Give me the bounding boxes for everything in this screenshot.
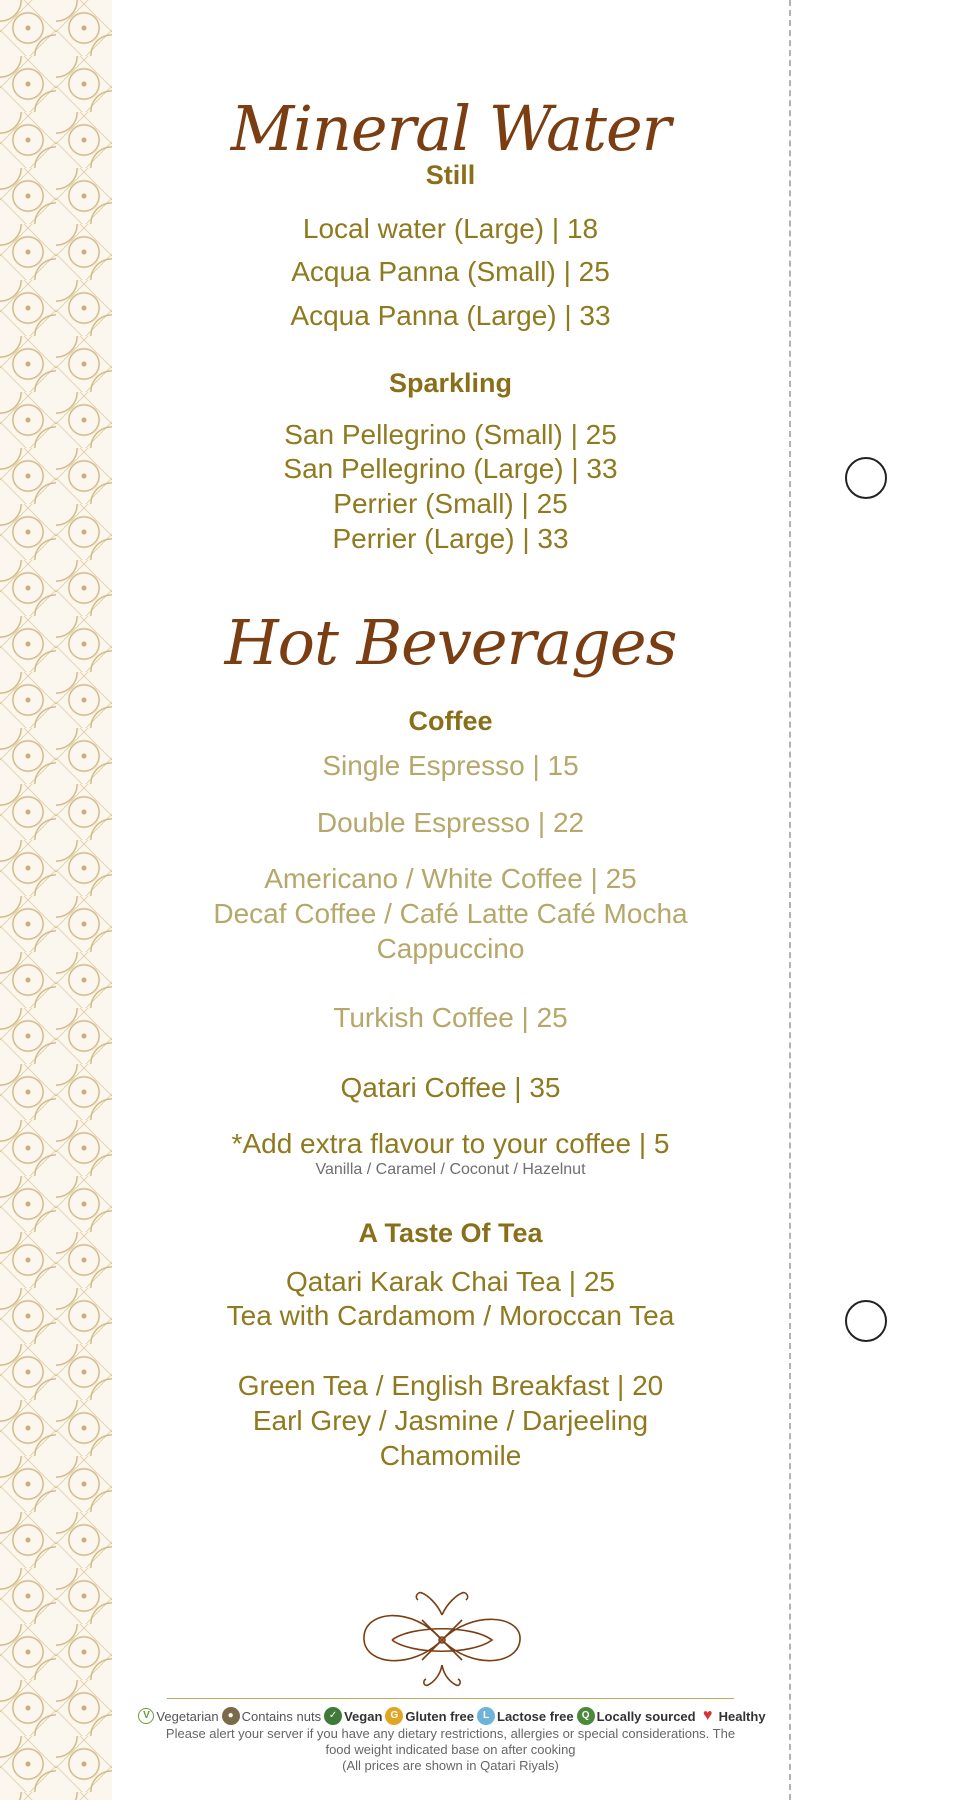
currency-notice: (All prices are shown in Qatari Riyals) [342, 1758, 559, 1773]
gluten-free-icon: G [385, 1707, 403, 1725]
flourish-ornament [352, 1585, 532, 1695]
allergy-notice: Please alert your server if you have any dietary restrictions, allergies or special considerations. The [165, 1726, 736, 1741]
ornamental-border [0, 0, 112, 1800]
dietary-legend [122, 1704, 782, 1728]
heart-icon: ♥ [699, 1707, 717, 1725]
menu-item: Qatari Karak Chai Tea | 25 [286, 1266, 615, 1297]
menu-item: Acqua Panna (Small) | 25 [291, 256, 610, 287]
subheading-still: Still [425, 160, 476, 190]
menu-item: Double Espresso | 22 [316, 807, 585, 838]
subheading-coffee: Coffee [408, 706, 493, 736]
menu-item: Qatari Coffee | 35 [340, 1072, 561, 1103]
menu-item: *Add extra flavour to your coffee | 5 [231, 1128, 670, 1159]
menu-item: Decaf Coffee / Café Latte Café Mocha [213, 898, 688, 929]
binder-hole-bottom [845, 1300, 887, 1342]
subheading-tea: A Taste Of Tea [358, 1218, 543, 1248]
locally-sourced-icon: Q [577, 1707, 595, 1725]
lactose-free-icon: L [477, 1707, 495, 1725]
binder-hole-top [845, 457, 887, 499]
legend-nuts: ● Contains nuts [222, 1707, 322, 1725]
subheading-sparkling: Sparkling [388, 368, 513, 398]
legend-lactose-free: L Lactose free [477, 1707, 574, 1725]
footer-divider [167, 1698, 734, 1699]
menu-item: Chamomile [379, 1440, 522, 1471]
legend-gluten-free: G Gluten free [385, 1707, 474, 1725]
menu-item: Tea with Cardamom / Moroccan Tea [226, 1300, 675, 1331]
section-title-mineral-water: Mineral Water [230, 92, 671, 165]
menu-item: San Pellegrino (Small) | 25 [284, 419, 617, 450]
vegan-icon: ✓ [324, 1707, 342, 1725]
legend-healthy: ♥ Healthy [699, 1707, 766, 1725]
menu-item: Perrier (Large) | 33 [332, 523, 569, 554]
menu-item: Green Tea / English Breakfast | 20 [237, 1370, 664, 1401]
menu-item: Turkish Coffee | 25 [333, 1002, 568, 1033]
menu-item: San Pellegrino (Large) | 33 [283, 453, 618, 484]
legend-locally-sourced: Q Locally sourced [577, 1707, 696, 1725]
section-title-hot-beverages: Hot Beverages [224, 606, 677, 679]
weight-notice: food weight indicated base on after cooking [325, 1742, 576, 1757]
perforation-line [789, 0, 791, 1800]
menu-item: Acqua Panna (Large) | 33 [290, 300, 611, 331]
menu-item: Americano / White Coffee | 25 [264, 863, 637, 894]
menu-item: Local water (Large) | 18 [302, 213, 599, 244]
legend-vegetarian: V Vegetarian [138, 1708, 218, 1724]
nut-icon: ● [222, 1707, 240, 1725]
menu-item: Earl Grey / Jasmine / Darjeeling [252, 1405, 649, 1436]
menu-item: Perrier (Small) | 25 [333, 488, 568, 519]
legend-vegan: ✓ Vegan [324, 1707, 382, 1725]
flavour-options: Vanilla / Caramel / Coconut / Hazelnut [315, 1161, 586, 1178]
vegetarian-icon: V [138, 1708, 154, 1724]
menu-page [112, 0, 789, 1800]
menu-item: Cappuccino [376, 933, 525, 964]
menu-item: Single Espresso | 15 [322, 750, 579, 781]
